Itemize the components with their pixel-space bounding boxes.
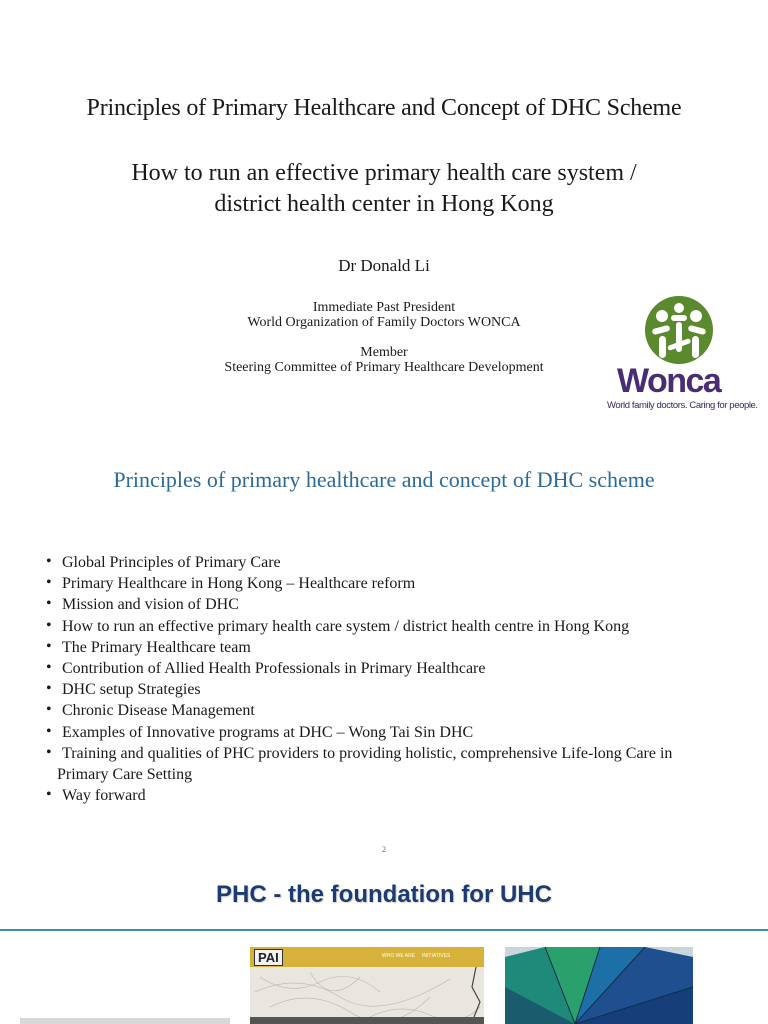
affiliation-role: Member: [360, 345, 408, 360]
slide1-subtitle: [0, 158, 768, 220]
bullet-item: [46, 658, 736, 679]
bullet-item: [46, 679, 736, 700]
bullet-text: Global Principles of Primary Care: [62, 554, 281, 571]
bullet-text: Contribution of Allied Health Professionals in Primary Healthcare: [62, 660, 486, 678]
pai-logo: PAI: [254, 949, 283, 966]
bullet-item: [46, 700, 736, 721]
bullet-text: Training and qualities of PHC providers to providing holistic, comprehensive Life-long Care in: [62, 744, 673, 762]
wonca-logo: [603, 292, 763, 414]
pai-website-screenshot: [250, 947, 484, 1024]
bullet-text: Examples of Innovative programs at DHC – Wong Tai Sin DHC: [62, 723, 474, 741]
pai-nav-item: INITIATIVES: [422, 953, 451, 959]
bullet-item: [46, 616, 736, 637]
pai-footer-strip: [250, 1017, 484, 1024]
bullet-text-continuation: Primary Care Setting: [57, 766, 193, 784]
pai-nav-item: WHO WE ARE: [382, 953, 416, 959]
bullet-item: [46, 573, 736, 594]
bullet-item: [46, 743, 736, 785]
title-divider: [0, 929, 768, 931]
umbrella-photo: [505, 947, 693, 1024]
affiliation-role: Immediate Past President: [312, 300, 456, 315]
bullet-text: Mission and vision of DHC: [62, 596, 239, 614]
slide2-title: Principles of primary healthcare and concept of DHC scheme: [113, 467, 655, 492]
bullet-item: [46, 552, 736, 573]
bullet-item: [46, 594, 736, 615]
bullet-list: [46, 552, 736, 806]
slide1-subtitle-line: district health center in Hong Kong: [214, 191, 554, 217]
bullet-item: [46, 722, 736, 743]
affiliation-org: World Organization of Family Doctors WONCA: [247, 315, 521, 330]
page-number: 2: [382, 845, 386, 854]
bullet-text: How to run an effective primary health care system / district health centre in Hong Kong: [62, 617, 630, 635]
affiliation-org: Steering Committee of Primary Healthcare Development: [224, 360, 544, 375]
umbrella-icon: [505, 947, 693, 1024]
bullet-text: The Primary Healthcare team: [62, 638, 251, 656]
bullet-text: DHC setup Strategies: [62, 681, 201, 699]
sketch-lines-icon: [250, 967, 484, 1024]
bullet-text: Way forward: [62, 787, 146, 805]
bullet-item: [46, 637, 736, 658]
wonca-wordmark: Wonca: [617, 362, 721, 400]
slide3-title: PHC - the foundation for UHC: [216, 881, 552, 908]
bullet-text: Primary Healthcare in Hong Kong – Healthcare reform: [62, 575, 416, 593]
image-caption-strip: [20, 1018, 230, 1024]
slide1-subtitle-line: How to run an effective primary health care system /: [131, 160, 637, 186]
wonca-tagline: World family doctors. Caring for people.: [607, 400, 758, 411]
wonca-emblem-icon: [603, 292, 763, 372]
bullet-text: Chronic Disease Management: [62, 702, 255, 720]
slide1-title: Principles of Primary Healthcare and Concept of DHC Scheme: [86, 95, 682, 121]
author-name: Dr Donald Li: [338, 256, 430, 275]
bullet-item: [46, 785, 736, 806]
